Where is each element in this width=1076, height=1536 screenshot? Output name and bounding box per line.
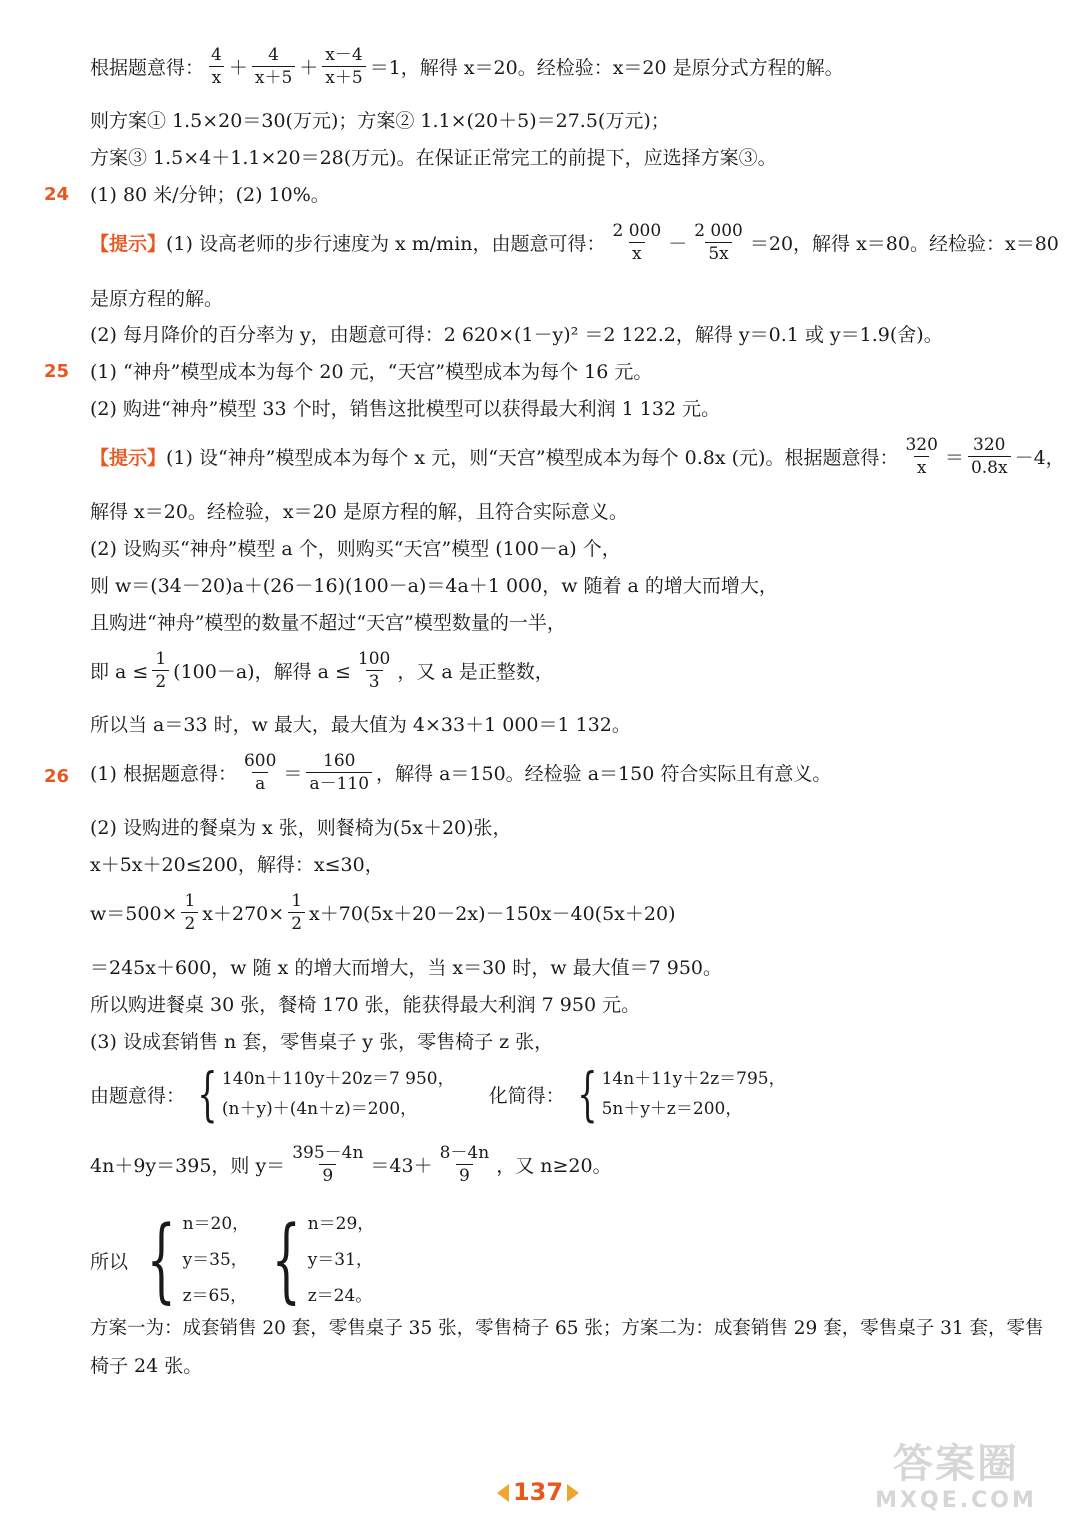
equation: y＝35，: [182, 1250, 248, 1270]
text: ＝: [283, 763, 303, 785]
fraction: $\frac{4}{x+5}$: [252, 44, 295, 89]
equation: 5n＋y＋z＝200，: [601, 1099, 743, 1119]
solution-system-2: { n＝29， y＝31， z＝24。: [271, 1206, 375, 1313]
answer-line-11: 解得 x＝20。经检验，x＝20 是原方程的解，且符合实际意义。: [90, 501, 628, 523]
equation: n＝20，: [182, 1214, 250, 1234]
watermark-text: 答案圈: [893, 1441, 1019, 1487]
fraction: $\frac{4}{x}$: [208, 44, 225, 89]
answer-line-1: [90, 44, 844, 89]
fraction: $\frac{x-4}{x+5}$: [322, 44, 365, 89]
text: －4，: [1014, 447, 1065, 469]
page-number-text: 137: [512, 1478, 564, 1506]
fraction: $\frac{320}{x}$: [905, 435, 938, 478]
text: 4n＋9y＝395，则 y＝: [90, 1155, 286, 1177]
fraction: $\frac{1}{2}$: [288, 890, 305, 935]
text: 所以: [90, 1250, 129, 1273]
text: 化简得：: [488, 1084, 565, 1107]
text: －: [668, 233, 688, 255]
equation: 140n＋110y＋20z＝7 950，: [221, 1069, 455, 1089]
equation: n＝29，: [307, 1214, 375, 1234]
question-number-26: 26: [44, 766, 70, 787]
answer-line-17: [90, 750, 831, 795]
hint-label: 【提示】: [90, 447, 167, 469]
answer-line-20: [90, 890, 675, 935]
answer-line-8: (1) “神舟”模型成本为每个 20 元，“天宫”模型成本为每个 16 元。: [90, 361, 653, 383]
left-arrow-icon: [497, 1484, 509, 1502]
text: ，又 n≥20。: [496, 1155, 612, 1177]
answer-line-7: (2) 每月降价的百分率为 y，由题意可得：2 620×(1－y)² ＝2 122.2，解得 y＝0.1 或 y＝1.9(舍)。: [90, 324, 943, 346]
equation-system: { 14n＋11y＋2z＝795， 5n＋y＋z＝200，: [576, 1060, 786, 1128]
text: x＋270×: [202, 903, 285, 925]
solution-system-1: { n＝20， y＝35， z＝65，: [146, 1206, 250, 1313]
text: (1) 根据题意得：: [90, 763, 237, 785]
answer-line-21: ＝245x＋600，w 随 x 的增大而增大，当 x＝30 时，w 最大值＝7 950。: [90, 957, 723, 979]
watermark-url: MXQE.COM: [875, 1488, 1037, 1513]
answer-line-13: 则 w＝(34－20)a＋(26－16)(100－a)＝4a＋1 000，w 随着 a 的增大而增大，: [90, 575, 778, 597]
hint-line-24: [90, 220, 1059, 265]
watermark: [856, 1440, 1056, 1530]
text: ＝20，解得 x＝80。经检验：x＝80: [749, 233, 1059, 255]
answer-line-2: 则方案① 1.5×20＝30(万元)；方案② 1.1×(20＋5)＝27.5(万元)；: [90, 110, 670, 132]
text: ，又 a 是正整数，: [397, 661, 554, 683]
answer-line-23: (3) 设成套销售 n 套，零售桌子 y 张，零售椅子 z 张，: [90, 1031, 554, 1053]
answer-line-28: 椅子 24 张。: [90, 1355, 203, 1377]
answer-line-18: (2) 设购进的餐桌为 x 张，则餐椅为(5x＋20)张，: [90, 817, 512, 839]
fraction: $\frac{395-4n}{9}$: [292, 1143, 364, 1186]
fraction: $\frac{320}{0.8x}$: [968, 434, 1011, 479]
question-number-25: 25: [44, 361, 70, 382]
text: (1) 设高老师的步行速度为 x m/min，由题意可得：: [166, 233, 606, 255]
answer-line-16: 所以当 a＝33 时，w 最大，最大值为 4×33＋1 000＝1 132。: [90, 714, 631, 736]
text: x＋70(5x＋20－2x)－150x－40(5x＋20): [309, 903, 676, 925]
answer-line-24: [90, 1060, 790, 1128]
hint-line-25: [90, 434, 1065, 479]
answer-line-26: [90, 1206, 378, 1314]
text: ＝1，解得 x＝20。经检验：x＝20 是原分式方程的解。: [369, 57, 844, 79]
text: ＋: [299, 57, 319, 79]
fraction: $\frac{1}{2}$: [181, 890, 198, 935]
text: 根据题意得：: [90, 57, 205, 79]
fraction: $\frac{160}{a-110}$: [306, 750, 372, 795]
text: (100－a)，解得 a ≤: [173, 661, 351, 683]
answer-line-25: [90, 1142, 612, 1187]
fraction: $\frac{2 000}{x}$: [612, 221, 662, 264]
text: ，解得 a＝150。经检验 a＝150 符合实际且有意义。: [376, 763, 832, 785]
text: ＝: [944, 447, 964, 469]
fraction: $\frac{100}{3}$: [357, 649, 391, 692]
text: (1) 设“神舟”模型成本为每个 x 元，则“天宫”模型成本为每个 0.8x (元)。根据题意得：: [166, 447, 899, 469]
equation: 14n＋11y＋2z＝795，: [601, 1069, 786, 1089]
equation: y＝31，: [307, 1250, 373, 1270]
answer-line-12: (2) 设购买“神舟”模型 a 个，则购买“天宫”模型 (100－a) 个，: [90, 538, 621, 560]
text: ＝43＋: [370, 1155, 433, 1177]
equation: z＝65，: [182, 1286, 248, 1306]
equation: z＝24。: [307, 1286, 373, 1306]
answer-line-19: x＋5x＋20≤200，解得：x≤30，: [90, 854, 384, 876]
answer-line-9: (2) 购进“神舟”模型 33 个时，销售这批模型可以获得最大利润 1 132 元。: [90, 398, 721, 420]
answer-line-15: [90, 648, 554, 693]
text: 即 a ≤: [90, 661, 149, 683]
fraction: $\frac{1}{2}$: [152, 648, 169, 693]
answer-line-27: 方案一为：成套销售 20 套，零售桌子 35 张，零售椅子 65 张；方案二为：成套销售 29 套，零售桌子 31 套，零售: [90, 1318, 1044, 1339]
answer-line-14: 且购进“神舟”模型的数量不超过“天宫”模型数量的一半，: [90, 612, 566, 634]
text: ＋: [228, 57, 248, 79]
hint-label: 【提示】: [90, 233, 167, 255]
answer-line-3: 方案③ 1.5×4＋1.1×20＝28(万元)。在保证正常完工的前提下，应选择方案③。: [90, 147, 777, 169]
text: 由题意得：: [90, 1084, 186, 1107]
question-number-24: 24: [44, 184, 70, 205]
right-arrow-icon: [567, 1484, 579, 1502]
fraction: $\frac{2 000}{5x}$: [694, 221, 743, 264]
answer-line-22: 所以购进餐桌 30 张，餐椅 170 张，能获得最大利润 7 950 元。: [90, 994, 641, 1016]
answer-line-6: 是原方程的解。: [90, 288, 224, 310]
fraction: $\frac{8-4n}{9}$: [439, 1143, 490, 1186]
answer-line-4: (1) 80 米/分钟；(2) 10%。: [90, 184, 330, 206]
text: w＝500×: [90, 903, 178, 925]
equation-system: { 140n＋110y＋20z＝7 950， (n＋y)＋(4n＋z)＝200，: [197, 1060, 455, 1128]
equation: (n＋y)＋(4n＋z)＝200，: [221, 1099, 418, 1119]
fraction: $\frac{600}{a}$: [243, 751, 277, 794]
